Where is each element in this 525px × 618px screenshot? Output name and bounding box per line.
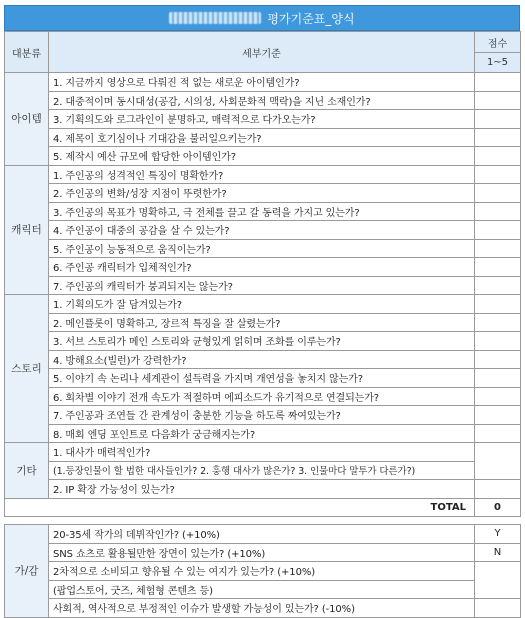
- criteria-cell: 6. 회차별 이야기 전개 속도가 적절하며 에피소드가 유기적으로 연결되는가?: [49, 387, 475, 406]
- criteria-table: [4, 31, 521, 618]
- score-cell[interactable]: [475, 295, 521, 314]
- table-row: [5, 295, 521, 314]
- score-cell[interactable]: [475, 258, 521, 277]
- form-title-bar: [4, 5, 520, 31]
- criteria-cell: 6. 주인공 캐릭터가 입체적인가?: [49, 258, 475, 277]
- bonus-cell: 사회적, 역사적으로 부정적인 이슈가 발생할 가능성이 있는가? (-10%): [49, 599, 475, 618]
- criteria-cell: 2. IP 확장 가능성이 있는가?: [49, 480, 475, 499]
- table-row: [5, 350, 521, 369]
- bonus-score[interactable]: [475, 562, 521, 599]
- table-row: [5, 258, 521, 277]
- redacted-text: [169, 12, 261, 24]
- spacer: [5, 517, 521, 525]
- table-row: [5, 332, 521, 351]
- score-cell[interactable]: [475, 110, 521, 129]
- table-row: [5, 443, 521, 462]
- table-row: [5, 202, 521, 221]
- table-row: [5, 543, 521, 562]
- table-row: [5, 562, 521, 581]
- header-category: 대분류: [5, 32, 49, 73]
- score-cell[interactable]: [475, 313, 521, 332]
- criteria-cell: 5. 이야기 속 논리나 세계관이 설득력을 가지며 개연성을 놓치지 않는가?: [49, 369, 475, 388]
- criteria-cell: 5. 제작시 예산 규모에 합당한 아이템인가?: [49, 147, 475, 166]
- table-row: [5, 276, 521, 295]
- header-criteria: 세부기준: [49, 32, 475, 73]
- table-row: [5, 580, 521, 599]
- score-cell[interactable]: [475, 202, 521, 221]
- header-score-range: 1~5: [475, 53, 521, 73]
- score-cell[interactable]: [475, 184, 521, 203]
- table-row: [5, 480, 521, 499]
- table-row: [5, 91, 521, 110]
- score-cell[interactable]: [475, 387, 521, 406]
- score-cell[interactable]: [475, 91, 521, 110]
- category-bonus: 가/감: [5, 525, 49, 618]
- table-row: [5, 387, 521, 406]
- criteria-cell: 4. 주인공이 대중의 공감을 살 수 있는가?: [49, 221, 475, 240]
- table-row: [5, 406, 521, 425]
- score-cell[interactable]: [475, 276, 521, 295]
- criteria-note: (1.등장인물이 할 법한 대사들인가? 2. 훙행 대사가 많은가? 3. 인물마다 말투가 다른가?): [49, 461, 475, 480]
- table-row: [5, 128, 521, 147]
- table-row: [5, 221, 521, 240]
- criteria-cell: 4. 방해요소(빌런)가 강력한가?: [49, 350, 475, 369]
- score-cell[interactable]: [475, 369, 521, 388]
- criteria-cell: 7. 주인공과 조연들 간 관계성이 충분한 기능을 하도록 짜여있는가?: [49, 406, 475, 425]
- spacer-row: [5, 517, 521, 525]
- bonus-note: (팝업스토어, 굿즈, 체험형 콘텐츠 등): [49, 580, 475, 599]
- criteria-cell: 1. 대사가 매력적인가?: [49, 443, 475, 462]
- category-etc: 기타: [5, 443, 49, 499]
- form-title: 평가기준표_양식: [267, 11, 355, 26]
- bonus-score[interactable]: N: [475, 543, 521, 562]
- criteria-cell: 1. 주인공의 성격적인 특징이 명확한가?: [49, 165, 475, 184]
- table-row: [5, 184, 521, 203]
- criteria-cell: 2. 대중적이며 동시대성(공감, 시의성, 사회문화적 맥락)을 지닌 소재인가?: [49, 91, 475, 110]
- table-row: [5, 147, 521, 166]
- total-label: TOTAL: [5, 498, 475, 517]
- category-story: 스토리: [5, 295, 49, 443]
- criteria-cell: 3. 주인공의 목표가 명확하고, 극 전체를 끌고 갈 동력을 가지고 있는가?: [49, 202, 475, 221]
- criteria-cell: 7. 주인공의 캐릭터가 붕괴되지는 않는가?: [49, 276, 475, 295]
- score-cell[interactable]: [475, 128, 521, 147]
- score-cell[interactable]: [475, 406, 521, 425]
- bonus-cell: SNS 쇼츠로 활용될만한 장면이 있는가? (+10%): [49, 543, 475, 562]
- criteria-cell: 3. 기획의도와 로그라인이 분명하고, 매력적으로 다가오는가?: [49, 110, 475, 129]
- score-cell[interactable]: [475, 480, 521, 499]
- category-character: 캐릭터: [5, 165, 49, 295]
- criteria-cell: 4. 제목이 호기심이나 기대감을 불러일으키는가?: [49, 128, 475, 147]
- table-row: [5, 239, 521, 258]
- criteria-cell: 3. 서브 스토리가 메인 스토리와 균형있게 얽히며 조화를 이루는가?: [49, 332, 475, 351]
- score-cell[interactable]: [475, 424, 521, 443]
- header-score: 점수: [475, 32, 521, 53]
- criteria-cell: 1. 지금까지 영상으로 다뤄진 적 없는 새로운 아이템인가?: [49, 73, 475, 92]
- bonus-cell: 2차적으로 소비되고 향유될 수 있는 여지가 있는가? (+10%): [49, 562, 475, 581]
- table-row: [5, 424, 521, 443]
- score-cell[interactable]: [475, 165, 521, 184]
- score-cell[interactable]: [475, 332, 521, 351]
- criteria-cell: 1. 기획의도가 잘 담겨있는가?: [49, 295, 475, 314]
- score-cell[interactable]: [475, 73, 521, 92]
- criteria-cell: 2. 주인공의 변화/성장 지점이 뚜렷한가?: [49, 184, 475, 203]
- evaluation-form: [4, 5, 520, 618]
- table-row: [5, 110, 521, 129]
- table-row: [5, 525, 521, 544]
- criteria-cell: 5. 주인공이 능동적으로 움직이는가?: [49, 239, 475, 258]
- score-cell[interactable]: [475, 443, 521, 480]
- table-row: [5, 369, 521, 388]
- score-cell[interactable]: [475, 350, 521, 369]
- total-row: [5, 498, 521, 517]
- criteria-cell: 2. 메인플롯이 명확하고, 장르적 특징을 잘 살렸는가?: [49, 313, 475, 332]
- table-row: [5, 73, 521, 92]
- bonus-cell: 20-35세 작가의 데뷔작인가? (+10%): [49, 525, 475, 544]
- table-row: [5, 313, 521, 332]
- criteria-cell: 8. 매회 엔딩 포인트로 다음화가 궁금해지는가?: [49, 424, 475, 443]
- score-cell[interactable]: [475, 239, 521, 258]
- table-row: [5, 461, 521, 480]
- score-cell[interactable]: [475, 147, 521, 166]
- score-cell[interactable]: [475, 221, 521, 240]
- bonus-score[interactable]: Y: [475, 525, 521, 544]
- table-row: [5, 165, 521, 184]
- total-value: 0: [475, 498, 521, 517]
- category-item: 아이템: [5, 73, 49, 166]
